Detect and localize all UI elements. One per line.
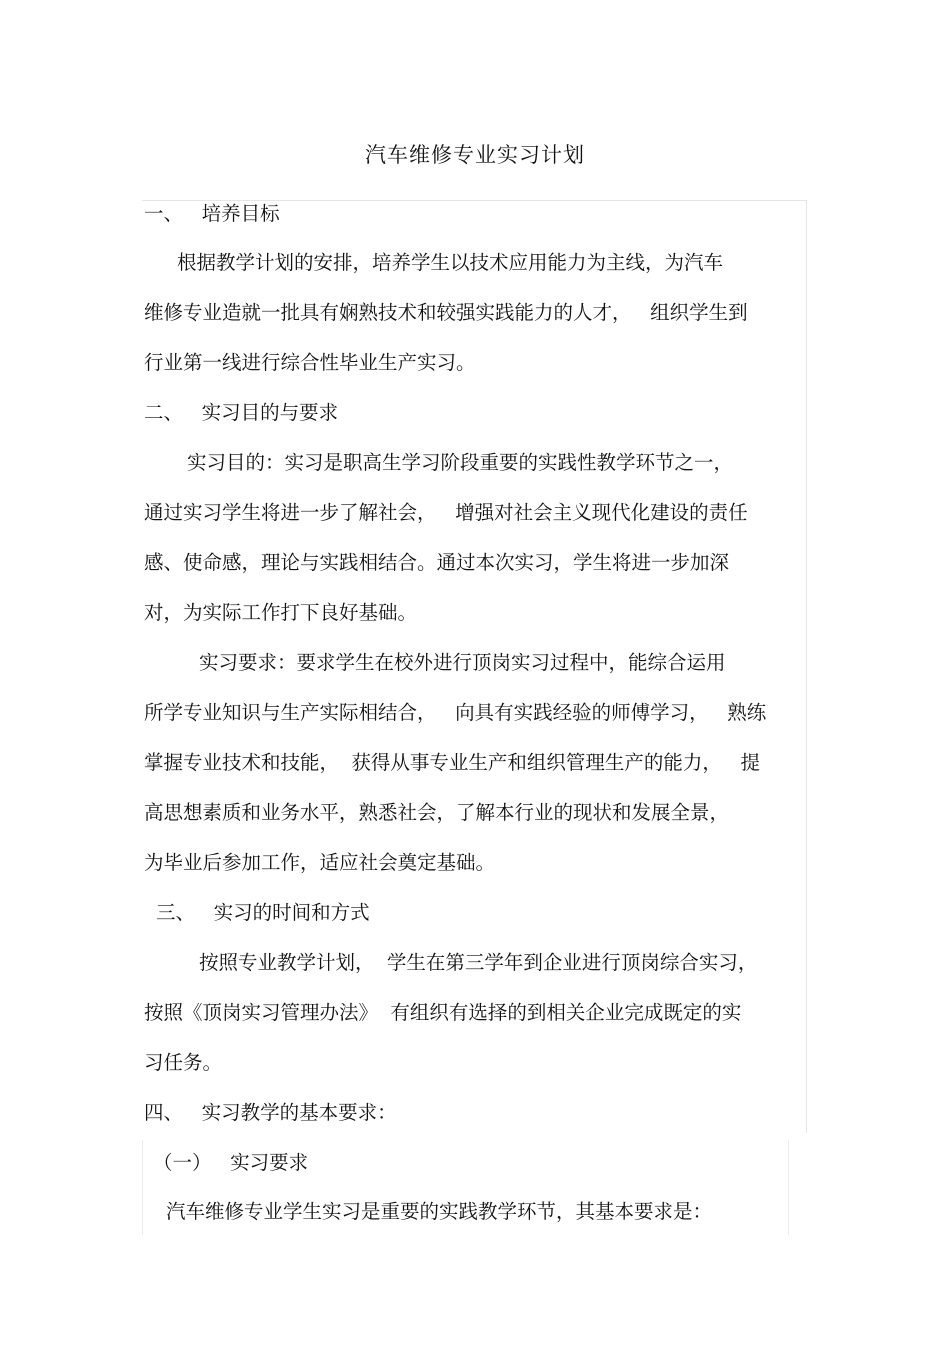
paragraph-line: 高思想素质和业务水平，熟悉社会，了解本行业的现状和发展全景， — [144, 801, 730, 824]
section-heading-1: 一、 培养目标 — [144, 202, 280, 225]
paragraph-line: 习任务。 — [144, 1051, 223, 1074]
paragraph-line: 根据教学计划的安排，培养学生以技术应用能力为主线，为汽车 — [177, 251, 724, 274]
paragraph-line: 按照《顶岗实习管理办法》 有组织有选择的到相关企业完成既定的实 — [144, 1001, 742, 1024]
document-title: 汽车维修专业实习计划 — [365, 143, 585, 167]
paragraph-line: 为毕业后参加工作，适应社会奠定基础。 — [144, 851, 496, 874]
paragraph-line: 汽车维修专业学生实习是重要的实践教学环节，其基本要求是： — [166, 1200, 713, 1223]
section-heading-2: 二、 实习目的与要求 — [144, 401, 339, 424]
paragraph-line: 维修专业造就一批具有娴熟技术和较强实践能力的人才， 组织学生到 — [144, 301, 748, 324]
paragraph-line: 行业第一线进行综合性毕业生产实习。 — [144, 351, 476, 374]
section-heading-4: 四、 实习教学的基本要求： — [144, 1101, 397, 1124]
subsection-heading: （一） 实习要求 — [153, 1151, 309, 1174]
paragraph-line: 实习目的：实习是职高生学习阶段重要的实践性教学环节之一， — [187, 451, 734, 474]
paragraph-line: 掌握专业技术和技能， 获得从事专业生产和组织管理生产的能力， 提 — [144, 751, 760, 774]
paragraph-line: 对，为实际工作打下良好基础。 — [144, 601, 418, 624]
section-heading-3: 三、 实习的时间和方式 — [156, 901, 370, 924]
paragraph-line: 按照专业教学计划， 学生在第三学年到企业进行顶岗综合实习， — [199, 951, 758, 974]
paragraph-line: 感、使命感，理论与实践相结合。通过本次实习，学生将进一步加深 — [144, 551, 730, 574]
paragraph-line: 所学专业知识与生产实际相结合， 向具有实践经验的师傅学习， 熟练 — [144, 701, 767, 724]
paragraph-line: 实习要求：要求学生在校外进行顶岗实习过程中，能综合运用 — [199, 651, 726, 674]
paragraph-line: 通过实习学生将进一步了解社会， 增强对社会主义现代化建设的责任 — [144, 501, 748, 524]
